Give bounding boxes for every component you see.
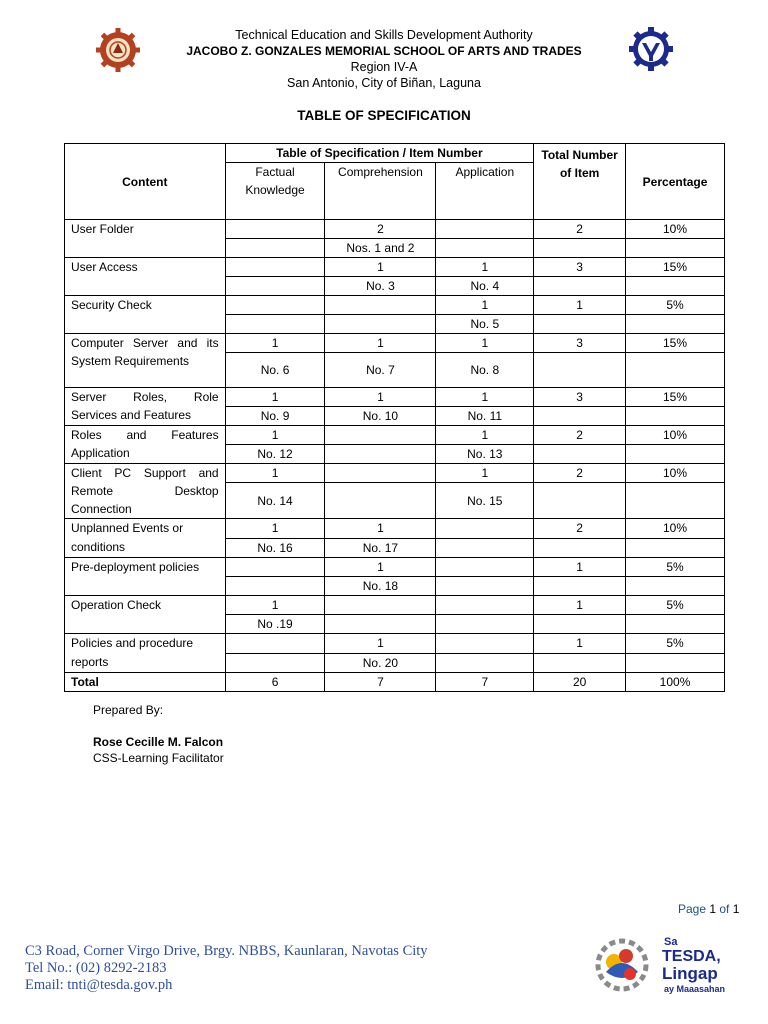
- cell-factual-count: 1: [225, 426, 325, 445]
- cell-factual-count: [225, 634, 325, 654]
- cell-factual-items: [225, 577, 325, 596]
- page-title: TABLE OF SPECIFICATION: [297, 108, 471, 123]
- cell-application-count: [436, 558, 534, 577]
- tesda-lingap-logo: [592, 932, 742, 998]
- cell-factual-count: [225, 558, 325, 577]
- cell-factual-items: [225, 315, 325, 334]
- cell-application-items: No. 11: [436, 407, 534, 426]
- row-content: User Access: [65, 258, 226, 296]
- cell-total: 2: [534, 519, 626, 539]
- cell-comprehension-count: [325, 296, 436, 315]
- cell-percentage: 15%: [626, 334, 725, 353]
- cell-empty: [626, 315, 725, 334]
- table-row: [65, 296, 725, 315]
- cell-total: 2: [534, 220, 626, 239]
- table-row: [65, 258, 725, 277]
- cell-empty: [626, 483, 725, 519]
- cell-factual-count: 1: [225, 519, 325, 539]
- cell-empty: [626, 353, 725, 388]
- cell-comprehension-items: [325, 615, 436, 634]
- header-factual: Factual Knowledge: [225, 163, 325, 220]
- cell-empty: [534, 315, 626, 334]
- cell-empty: [626, 615, 725, 634]
- page-prefix: Page: [678, 902, 710, 916]
- cell-application-items: [436, 538, 534, 558]
- row-content: Roles and Features Application: [65, 426, 226, 464]
- cell-comprehension-count: 1: [325, 388, 436, 407]
- table-row: [65, 596, 725, 615]
- cell-comprehension-items: [325, 483, 436, 519]
- row-content: Unplanned Events or conditions: [65, 519, 226, 558]
- cell-total: 1: [534, 296, 626, 315]
- cell-factual-count: 1: [225, 596, 325, 615]
- cell-total: 3: [534, 258, 626, 277]
- cell-comprehension-count: [325, 596, 436, 615]
- total-row: [65, 673, 725, 692]
- cell-total: 3: [534, 388, 626, 407]
- cell-application-items: No. 5: [436, 315, 534, 334]
- cell-total: 2: [534, 426, 626, 445]
- cell-application-count: 1: [436, 426, 534, 445]
- cell-comprehension-count: 1: [325, 634, 436, 654]
- cell-factual-items: [225, 239, 325, 258]
- cell-application-items: [436, 653, 534, 673]
- header-total: Total Number of Item: [534, 144, 626, 220]
- cell-factual-count: 1: [225, 334, 325, 353]
- page-total: 1: [732, 902, 740, 916]
- cell-empty: [626, 239, 725, 258]
- prepared-by-label: Prepared By:: [93, 703, 164, 717]
- cell-comprehension-count: [325, 426, 436, 445]
- cell-application-count: [436, 634, 534, 654]
- cell-empty: [534, 277, 626, 296]
- school-address: San Antonio, City of Biñan, Laguna: [287, 76, 481, 90]
- cell-application-items: No. 8: [436, 353, 534, 388]
- cell-percentage: 10%: [626, 426, 725, 445]
- cell-comprehension-count: 1: [325, 558, 436, 577]
- row-content: Server Roles, Role Services and Features: [65, 388, 226, 426]
- cell-empty: [534, 483, 626, 519]
- cell-application-count: 1: [436, 388, 534, 407]
- row-content: User Folder: [65, 220, 226, 258]
- cell-factual-items: No. 9: [225, 407, 325, 426]
- cell-comprehension-items: [325, 315, 436, 334]
- cell-factual-count: 1: [225, 464, 325, 483]
- row-content: Security Check: [65, 296, 226, 334]
- cell-empty: [626, 653, 725, 673]
- cell-comprehension-count: 2: [325, 220, 436, 239]
- cell-application-items: No. 4: [436, 277, 534, 296]
- cell-application-count: 1: [436, 296, 534, 315]
- cell-empty: [626, 445, 725, 464]
- table-row: [65, 388, 725, 407]
- cell-application-items: No. 15: [436, 483, 534, 519]
- specification-table: [64, 143, 725, 692]
- total-percentage: 100%: [626, 673, 725, 692]
- cell-factual-count: [225, 296, 325, 315]
- cell-percentage: 10%: [626, 220, 725, 239]
- row-content: Client PC Support and Remote Desktop Connection: [65, 464, 226, 519]
- cell-application-count: 1: [436, 464, 534, 483]
- cell-factual-count: [225, 258, 325, 277]
- brand-line3: Lingap: [662, 964, 718, 983]
- preparer-name: Rose Cecille M. Falcon: [93, 735, 224, 749]
- header-application: Application: [436, 163, 534, 220]
- brand-line4: ay Maaasahan: [664, 984, 726, 994]
- cell-comprehension-count: [325, 464, 436, 483]
- table-row: [65, 464, 725, 483]
- brand-line2: TESDA,: [662, 948, 721, 965]
- preparer-role: CSS-Learning Facilitator: [93, 751, 224, 765]
- cell-empty: [626, 277, 725, 296]
- cell-comprehension-items: No. 3: [325, 277, 436, 296]
- agency-name: Technical Education and Skills Development Authority: [235, 28, 533, 42]
- cell-total: 1: [534, 596, 626, 615]
- cell-percentage: 10%: [626, 464, 725, 483]
- region: Region IV-A: [350, 60, 418, 74]
- row-content: Policies and procedure reports: [65, 634, 226, 673]
- table-row: [65, 519, 725, 539]
- page-indicator: [678, 902, 739, 916]
- table-row: [65, 220, 725, 239]
- cell-empty: [626, 577, 725, 596]
- cell-application-count: [436, 596, 534, 615]
- header-content: Content: [65, 144, 226, 220]
- school-name: JACOBO Z. GONZALES MEMORIAL SCHOOL OF ARTS AND TRADES: [186, 44, 582, 58]
- table-row: [65, 334, 725, 353]
- cell-comprehension-items: [325, 445, 436, 464]
- cell-factual-count: 1: [225, 388, 325, 407]
- row-content: Pre-deployment policies: [65, 558, 226, 596]
- total-application: 7: [436, 673, 534, 692]
- footer-address: C3 Road, Corner Virgo Drive, Brgy. NBBS, Kaunlaran, Navotas City: [25, 943, 428, 959]
- brand-line1: Sa: [664, 936, 678, 948]
- cell-percentage: 15%: [626, 258, 725, 277]
- cell-comprehension-count: 1: [325, 519, 436, 539]
- total-items: 20: [534, 673, 626, 692]
- total-comprehension: 7: [325, 673, 436, 692]
- footer-tel: Tel No.: (02) 8292-2183: [25, 960, 167, 976]
- cell-empty: [626, 407, 725, 426]
- table-row: [65, 558, 725, 577]
- cell-application-count: [436, 519, 534, 539]
- cell-empty: [534, 577, 626, 596]
- cell-application-count: 1: [436, 334, 534, 353]
- cell-factual-items: No. 6: [225, 353, 325, 388]
- cell-comprehension-items: No. 7: [325, 353, 436, 388]
- cell-factual-count: [225, 220, 325, 239]
- cell-total: 3: [534, 334, 626, 353]
- cell-empty: [534, 653, 626, 673]
- cell-factual-items: [225, 653, 325, 673]
- cell-comprehension-items: Nos. 1 and 2: [325, 239, 436, 258]
- cell-factual-items: No. 16: [225, 538, 325, 558]
- cell-application-count: 1: [436, 258, 534, 277]
- cell-comprehension-count: 1: [325, 258, 436, 277]
- cell-comprehension-items: No. 17: [325, 538, 436, 558]
- cell-factual-items: [225, 277, 325, 296]
- cell-empty: [534, 445, 626, 464]
- cell-application-items: [436, 239, 534, 258]
- cell-total: 1: [534, 634, 626, 654]
- table-row: [65, 634, 725, 654]
- cell-empty: [626, 538, 725, 558]
- cell-total: 1: [534, 558, 626, 577]
- cell-percentage: 5%: [626, 296, 725, 315]
- cell-percentage: 5%: [626, 634, 725, 654]
- cell-total: 2: [534, 464, 626, 483]
- cell-percentage: 10%: [626, 519, 725, 539]
- header-comprehension: Comprehension: [325, 163, 436, 220]
- cell-empty: [534, 239, 626, 258]
- cell-application-count: [436, 220, 534, 239]
- row-content: Operation Check: [65, 596, 226, 634]
- cell-factual-items: No. 14: [225, 483, 325, 519]
- header-group: Table of Specification / Item Number: [225, 144, 534, 163]
- total-factual: 6: [225, 673, 325, 692]
- row-content: Computer Server and its System Requirements: [65, 334, 226, 388]
- page-current: 1: [709, 902, 717, 916]
- cell-factual-items: No .19: [225, 615, 325, 634]
- cell-percentage: 15%: [626, 388, 725, 407]
- cell-percentage: 5%: [626, 596, 725, 615]
- cell-empty: [534, 353, 626, 388]
- cell-empty: [534, 407, 626, 426]
- page-of: of: [716, 902, 733, 916]
- total-label: Total: [65, 673, 226, 692]
- cell-factual-items: No. 12: [225, 445, 325, 464]
- cell-comprehension-items: No. 10: [325, 407, 436, 426]
- cell-comprehension-count: 1: [325, 334, 436, 353]
- header-percentage: Percentage: [626, 144, 725, 220]
- cell-percentage: 5%: [626, 558, 725, 577]
- footer-email: Email: tnti@tesda.gov.ph: [25, 977, 173, 993]
- cell-application-items: [436, 615, 534, 634]
- cell-comprehension-items: No. 18: [325, 577, 436, 596]
- cell-empty: [534, 615, 626, 634]
- cell-comprehension-items: No. 20: [325, 653, 436, 673]
- cell-application-items: [436, 577, 534, 596]
- cell-application-items: No. 13: [436, 445, 534, 464]
- cell-empty: [534, 538, 626, 558]
- table-row: [65, 426, 725, 445]
